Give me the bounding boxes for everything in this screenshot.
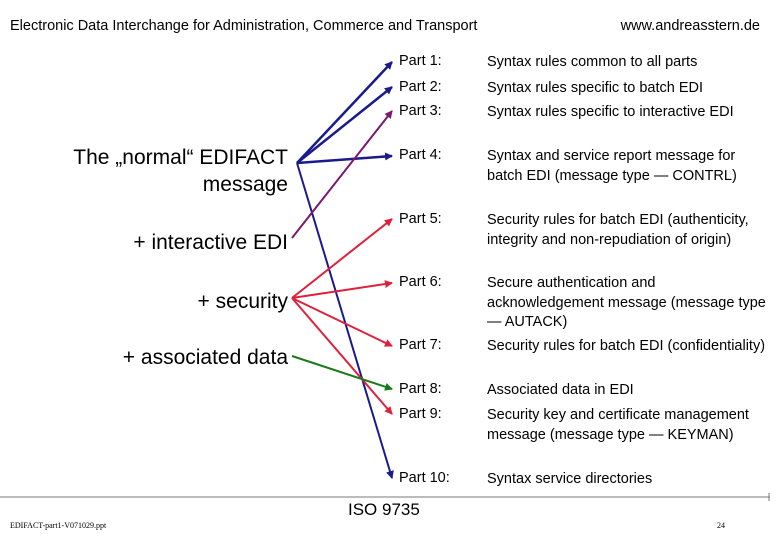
part-3-label: Part 3: [399,103,442,119]
part-1-label: Part 1: [399,53,442,69]
arrow-associated-to-part-8 [292,356,392,389]
arrow-normal-to-part-1 [297,62,392,163]
part-5-desc: Security rules for batch EDI (authenticity, integrity and non-repudiation of origin) [487,212,749,248]
part-7-desc: Security rules for batch EDI (confidentiality) [487,338,766,354]
header-website: www.andreasstern.de [620,18,760,34]
part-10-desc: Syntax service directories [487,471,653,487]
part-8-label: Part 8: [399,381,442,397]
label-normal-line2: message [202,173,288,196]
part-9-label: Part 9: [399,406,442,422]
part-2-desc: Syntax rules specific to batch EDI [487,80,703,96]
part-6-label: Part 6: [399,274,442,290]
part-7-label: Part 7: [399,337,442,353]
part-6-desc: Secure authentication and acknowledgement message (message type — AUTACK) [487,275,766,330]
part-5-label: Part 5: [399,211,442,227]
page-number: 24 [717,521,725,530]
part-3-desc: Syntax rules specific to interactive EDI [487,104,734,120]
header-title: Electronic Data Interchange for Administration, Commerce and Transport [10,18,478,34]
part-8-desc: Associated data in EDI [487,382,634,398]
label-associated-data: + associated data [122,346,288,369]
part-10-label: Part 10: [399,470,450,486]
part-2-label: Part 2: [399,79,442,95]
label-security: + security [197,290,288,313]
label-normal-line1: The „normal“ EDIFACT [73,146,288,169]
part-9-desc: Security key and certificate management message (message type — KEYMAN) [487,407,749,443]
part-4-desc: Syntax and service report message for batch EDI (message type — CONTRL) [487,148,737,184]
part-1-desc: Syntax rules common to all parts [487,54,698,70]
standard-name: ISO 9735 [348,500,420,519]
footer-filename: EDIFACT-part1-V071029.ppt [10,521,107,530]
arrow-security-to-part-7 [292,298,392,346]
arrow-interactive-to-part-3 [292,111,392,238]
part-4-label: Part 4: [399,147,442,163]
label-interactive-edi: + interactive EDI [133,231,288,254]
arrow-normal-to-part-4 [297,156,392,163]
arrow-normal-to-part-2 [297,87,392,163]
